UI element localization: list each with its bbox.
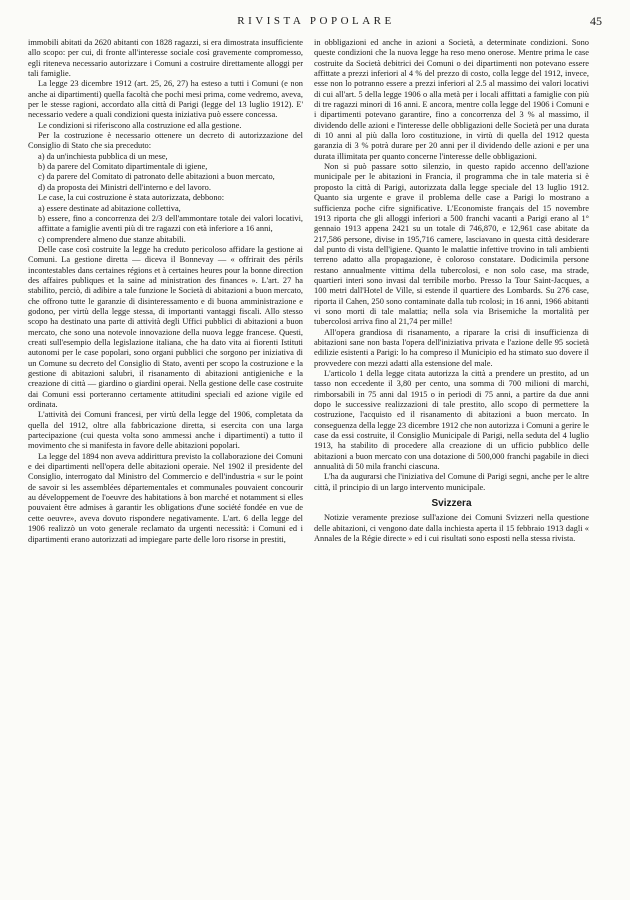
list-item: a) da un'inchiesta pubblica di un mese, [38,151,168,161]
paragraph: La legge 23 dicembre 1912 (art. 25, 26, 27) ha esteso a tutti i Comuni (e non anche ai dipartimenti) quella facoltà che pochi mesi prima, come vedremo, aveva, per le stesse ragioni, accordato alla città di Parigi (legge del 13 luglio 1912). E' necessario vedere a quali condizioni questa iniziativa può essere concessa. [28,79,303,120]
left-column [28,38,303,545]
running-title: RIVISTA POPOLARE [237,15,395,27]
right-column [314,38,589,545]
paragraph: La legge del 1894 non aveva addirittura previsto la collaborazione dei Comuni e dei dipartimenti nell'opera delle abitazioni operaie. Nel 1902 il presidente del Consiglio, interrogato dal Ministro del Commercio e dell'industria « sur le point de savoir si les assemblées départementales et communales pouvaient concourir au développement de l'oeuvre des habitations à bon marché et notamment si elles pouvaient être admises à garantir les obligations d'une société fondée en vue de cette oeuvre», aveva dovuto rispondere negativamente. L'art. 6 della legge del 1906 realizzò un voto generale reclamato da urgenti necessità: i Comuni ed i dipartimenti erano autorizzati ad impiegare parte delle loro risorse in prestiti, [28,451,303,544]
paragraph: in obbligazioni ed anche in azioni a Società, a determinate condizioni. Sono queste condizioni che la nuova legge ha reso meno onerose. Mentre prima le case costruite da Società debitrici dei Comuni o dei dipartimenti non potevano essere affittate a prezzi inferiori al 4 % del prezzo di costo, colla legge del 1912, invece, esse non lo potranno essere a prezzi inferiori al 2.5 al massimo dei valori locativi di cui all'art. 5 della legge 1906 o alla metà per i locali affittati a famiglie con più di tre ragazzi minori di 16 anni. E ancora, mentre colla legge del 1906 i Comuni e i dipartimenti potevano garantire, fino a concorrenza del 3 % al massimo, il dividendo delle azioni e l'interesse delle obbligazioni delle Società per una durata di 10 anni al più dalla loro costituzione, in virtù di quella del 1912 questa garanzia di 3 % potrà durare per 20 anni per il dividendo delle azioni e per una durata illimitata per quanto concerne l'interesse delle obbligazioni. [314,38,589,161]
paragraph: L'attività dei Comuni francesi, per virtù della legge del 1906, completata da quella del 1912, oltre alla fabbricazione diretta, si esercita con una larga partecipazione (cui questa volta sono ammessi anche i dipartimenti) a tutto il movimento che si manifesta in favore delle abitazioni popolari. [28,410,303,451]
paragraph: Le condizioni si riferiscono alla costruzione ed alla gestione. [38,120,242,130]
list-item: c) da parere del Comitato di patronato delle abitazioni a buon mercato, [38,172,275,182]
paragraph: Delle case così costruite la legge ha creduto pericoloso affidare la gestione ai Comuni. La gestione diretta — diceva il Bonnevay — « offrirait des périls incontestables dans certaines régions et à certaines heures pour la bonne direction des affaires publiques et la saine ad ministration des finances ». L'art. 27 ha stabilito, perciò, di adibire a tale funzione le Società di abitazioni a buon mercato, che offrono tutte le garanzie di disinteressamento e di buona amministrazione e godono, per virtù della legge stessa, di importanti vantaggi fiscali. Allo stesso scopo ha destinato una parte di attività degli Uffici pubblici di abitazioni a buon mercato, che sono una notevole innovazione della nuova legge francese. Questi, creati sull'esempio della legislazione italiana, che ha dato vita ai fiorenti Istituti autonomi per le case popolari, sono organi pubblici che sorgono per iniziativa di un Comune su decreto del Consiglio di Stato, aventi per scopo la costruzione e la gestione di abitazioni salubri, il risanamento di abitazioni antigieniche e la creazione di città — giardino o giardini operai. Nella gestione delle case costruite dai Comuni essi porteranno certamente attitudini speciali ed azione vigile ed ordinata. [28,244,303,410]
paragraph: L'articolo 1 della legge citata autorizza la città a prendere un prestito, ad un tasso non eccedente il 3,80 per cento, una somma di 700 milioni di marchi, rimborsabili in 75 anni dal 1915 o in periodi di 75 anni, a partire da due anni dopo le successive realizzazioni di tale prestito, allo scopo di permettere la costruzione, l'acquisto ed il risanamento di abitazioni a buon mercato. In conseguenza della legge 23 dicembre 1912 che non autorizza i Comuni a gerire le case da essi costruite, il Consiglio Municipale di Parigi, nella seduta del 4 luglio 1913, ha stabilito di procedere alla creazione di un ufficio pubblico delle abitazioni a buon mercato con una dotazione di 500,000 franchi pagabile in dieci annualità di 50 mila franchi ciascuna. [314,369,589,472]
paragraph: immobili abitati da 2620 abitanti con 1828 ragazzi, si era dimostrata insufficiente allo scopo: per cui, di fronte all'interesse sociale così gravemente compromesso, egli riteneva necessario autorizzare i Comuni a costruire direttamente alloggi per tali famiglie. [28,38,303,79]
paragraph: L'ha da augurarsi che l'iniziativa del Comune di Parigi segni, anche per le altre città, il principio di un largo intervento municipale. [314,472,589,492]
page-header [30,12,602,32]
list-item: a) essere destinate ad abitazione collettiva, [38,203,181,213]
list-item: b) da parere del Comitato dipartimentale di igiene, [38,162,208,172]
paragraph: All'opera grandiosa di risanamento, a riparare la crisi di insufficienza di abitazioni sane non basta l'opera dell'iniziativa privata e l'azione delle 95 società edilizie esistenti a Parigi: lo ha compreso il Municipio ed ha stimato suo dovere il provvedere con mezzi adatti alla estensione del male. [314,327,589,368]
list-item: d) da proposta dei Ministri dell'interno e del lavoro. [38,182,211,192]
paragraph: Per la costruzione è necessario ottenere un decreto di autorizzazione del Consiglio di Stato che sia preceduto: [28,131,303,151]
paragraph: Non si può passare sotto silenzio, in questo rapido accenno dell'azione municipale per le abitazioni in Francia, il programma che in tale materia si è proposto la città di Parigi, autorizzata dalla legge speciale del 13 luglio 1912. Quanto sia urgente e grave il problema delle case a Parigi lo mostrano a sufficienza poche cifre significative. L'Economiste français del 15 novembre 1913 riporta che gli alloggi inferiori a 500 franchi vacanti a Parigi erano al 1° gennaio 1913 appena 2421 su un totale di 746,870, e 12,961 case abitate da 217,586 persone, divise in 195,716 camere, lasciavano in questa città desiderare dal punto di vista dell'igiene. Quanto le malattie infettive trovino in tali ambienti terreno adatto alla propagazione, è coloroso constatare. Dodicimila persone restano annualmente vittima della tubercolosi, e non solo case, ma strade, quartieri interi sono invasi dal terribile morbo. Presso la Tour Saint-Jacques, a 100 metri dall'Hotel de Ville, si estende il quartiere des Lombards. Su 276 case, riporta il Cahen, 250 sono contaminate dalla tub rcolosi; in 16 anni, 1966 abitanti vi sono morti di tale malattia; nella sola via Brisemiche la mortalità per tubercolosi arriva fino al 21,74 per mille! [314,162,589,327]
section-heading: Svizzera [431,498,472,510]
list-item: c) comprendere almeno due stanze abitabili. [38,234,186,244]
page-number: 45 [590,14,602,28]
list-item: b) essere, fino a concorrenza dei 2/3 dell'ammontare totale dei valori locativi, affittate a famiglie aventi più di tre ragazzi con età inferiore a 16 anni, [38,213,303,234]
paragraph: Le case, la cui costruzione è stata autorizzata, debbono: [38,193,225,203]
paragraph: Notizie veramente preziose sull'azione dei Comuni Svizzeri nella questione delle abitazioni, ci vengono date dalla inchiesta aperta il 15 febbraio 1913 dagli « Annales de la Régie directe » ed i cui risultati sono esposti nella stessa rivista. [314,513,589,544]
